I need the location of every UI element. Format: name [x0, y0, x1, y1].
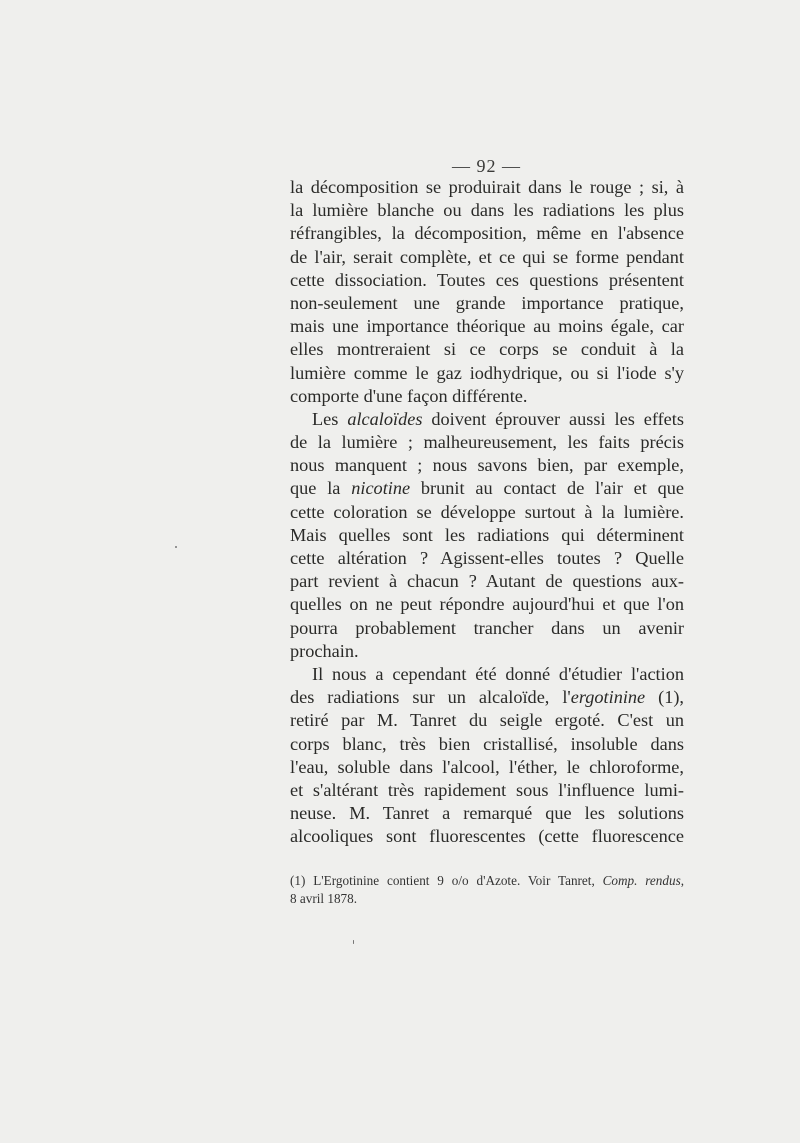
- text-line: [290, 779, 684, 802]
- paragraph: [290, 408, 684, 663]
- text-line: [290, 385, 684, 408]
- text-line: [290, 686, 684, 709]
- text-run: nous manquent ; nous savons bien, par exemple,: [290, 455, 684, 476]
- text-line: [290, 593, 684, 616]
- text-run: prochain.: [290, 640, 359, 661]
- text-run: Les: [312, 408, 348, 429]
- text-run: cette altération ? Agissent-elles toutes ? Quelle: [290, 548, 684, 568]
- text-line: [290, 825, 684, 848]
- italic-term: ergotinine: [570, 687, 646, 708]
- text-run: pourra probablement trancher dans un avenir: [290, 617, 684, 638]
- text-line: [290, 408, 684, 431]
- text-line: [290, 640, 684, 663]
- text-run: non-seulement une grande importance pratique,: [290, 292, 684, 313]
- footnote: [290, 872, 684, 908]
- text-run: corps blanc, très bien cristallisé, insoluble dans: [290, 733, 684, 754]
- paragraph: [290, 663, 684, 849]
- text-run: des radiations sur un alcaloïde, l': [290, 687, 571, 708]
- text-line: [290, 802, 684, 825]
- text-run: neuse. M. Tanret a remarqué que les solutions: [290, 803, 684, 824]
- text-line: [290, 362, 684, 385]
- text-run: la lumière blanche ou dans les radiations les plus: [290, 200, 684, 221]
- text-run: et s'altérant très rapidement sous l'influence lumi-: [290, 779, 684, 800]
- page-number: — 92 —: [452, 156, 521, 176]
- text-run: lumière comme le gaz iodhydrique, ou si l'iode s'y: [290, 362, 684, 383]
- text-run: elles montreraient si ce corps se conduit à la: [290, 339, 684, 360]
- text-run: alcooliques sont fluorescentes (cette fluorescence: [290, 826, 684, 847]
- text-line: [290, 709, 684, 732]
- text-line: [290, 756, 684, 779]
- text-line: [290, 315, 684, 338]
- text-line: [290, 222, 684, 245]
- text-run: cette coloration se développe surtout à la lumière.: [290, 501, 684, 522]
- text-run: que la: [290, 478, 352, 499]
- text-run: 8 avril 1878.: [290, 891, 358, 906]
- text-run: Il nous a cependant été donné d'étudier l'action: [312, 663, 684, 684]
- text-run: Mais quelles sont les radiations qui déterminent: [290, 524, 684, 545]
- text-run: mais une importance théorique au moins égale, car: [290, 316, 684, 337]
- text-run: l'eau, soluble dans l'alcool, l'éther, le chloroforme,: [290, 756, 684, 777]
- text-run: comporte d'une façon différente.: [290, 385, 528, 406]
- text-line: [290, 246, 684, 269]
- text-run: part revient à chacun ? Autant de questions aux-: [290, 571, 684, 592]
- text-line: [290, 176, 684, 199]
- text-run: de la lumière ; malheureusement, les faits précis: [290, 432, 684, 453]
- italic-term: nicotine: [351, 478, 411, 499]
- print-speck: [353, 940, 354, 944]
- text-run: (1) L'Ergotinine contient 9 o/o d'Azote. Voir Tanret,: [290, 873, 603, 888]
- text-run: brunit au contact de l'air et que: [410, 478, 684, 499]
- text-run: de l'air, serait complète, et ce qui se forme pendant: [290, 246, 684, 267]
- italic-term: Comp. rendus: [602, 873, 681, 888]
- text-line: [290, 524, 684, 547]
- print-speck: [175, 546, 177, 548]
- text-line: [290, 292, 684, 315]
- text-line: [290, 501, 684, 524]
- text-line: [290, 570, 684, 593]
- text-run: ,: [680, 873, 684, 888]
- text-line: [290, 663, 684, 686]
- text-line: [290, 890, 684, 908]
- body-text: [290, 176, 684, 848]
- text-line: [290, 431, 684, 454]
- text-run: la décomposition se produirait dans le rouge ; si, à: [290, 177, 684, 197]
- text-run: cette dissociation. Toutes ces questions présentent: [290, 269, 684, 290]
- text-run: quelles on ne peut répondre aujourd'hui et que l'on: [290, 594, 684, 615]
- text-run: retiré par M. Tanret du seigle ergoté. C'est un: [290, 710, 684, 731]
- text-run: réfrangibles, la décomposition, même en l'absence: [290, 223, 684, 244]
- italic-term: alcaloïdes: [347, 408, 423, 429]
- text-line: [290, 477, 684, 500]
- text-run: (1),: [645, 687, 684, 708]
- text-line: [290, 199, 684, 222]
- text-line: [290, 733, 684, 756]
- text-run: doivent éprouver aussi les effets: [422, 408, 684, 429]
- paragraph: [290, 176, 684, 408]
- text-line: [290, 338, 684, 361]
- text-line: [290, 617, 684, 640]
- text-line: [290, 269, 684, 292]
- text-line: [290, 547, 684, 570]
- text-line: [290, 454, 684, 477]
- text-line: [290, 872, 684, 890]
